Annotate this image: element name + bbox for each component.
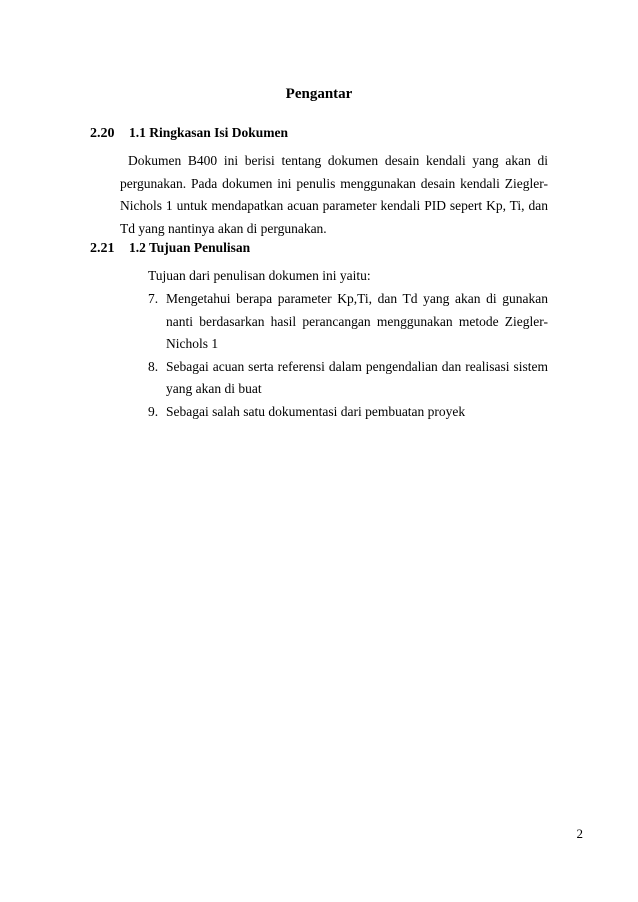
list-item — [148, 401, 548, 424]
section-number: 2.21 — [90, 241, 115, 256]
list-item-text: Sebagai acuan serta referensi dalam pengendalian dan realisasi sistem yang akan di buat — [166, 358, 548, 396]
section-heading-text: 1.1 Ringkasan Isi Dokumen — [129, 125, 289, 140]
list-marker: 7. — [148, 291, 159, 306]
section-heading-text: 1.2 Tujuan Penulisan — [129, 240, 251, 255]
list-marker: 9. — [148, 403, 159, 419]
list-item-text: Sebagai salah satu dokumentasi dari pembuatan proyek — [166, 403, 466, 419]
list-item — [148, 356, 548, 401]
section-heading-ringkasan — [90, 125, 288, 142]
section-paragraph: Dokumen B400 ini berisi tentang dokumen desain kendali yang akan di pergunakan. Pada dokumen ini penulis menggunakan desain kendali Ziegler-Nichols 1 untuk mendapatkan acuan parameter kendali PID sepert Kp, Ti, dan Td yang nantinya akan di pergunakan. — [120, 153, 548, 236]
page-title: Pengantar — [285, 86, 353, 102]
list-item — [148, 288, 548, 356]
purpose-list — [148, 288, 548, 423]
section-intro: Tujuan dari penulisan dokumen ini yaitu: — [148, 268, 371, 283]
section-heading-tujuan — [90, 240, 250, 257]
list-marker: 8. — [148, 358, 159, 374]
page-number: 2 — [576, 826, 583, 841]
section-number: 2.20 — [90, 126, 115, 141]
list-item-text: Mengetahui berapa parameter Kp,Ti, dan Td yang akan di gunakan nanti berdasarkan hasil perancangan menggunakan metode Ziegler-Nichols 1 — [166, 291, 548, 351]
